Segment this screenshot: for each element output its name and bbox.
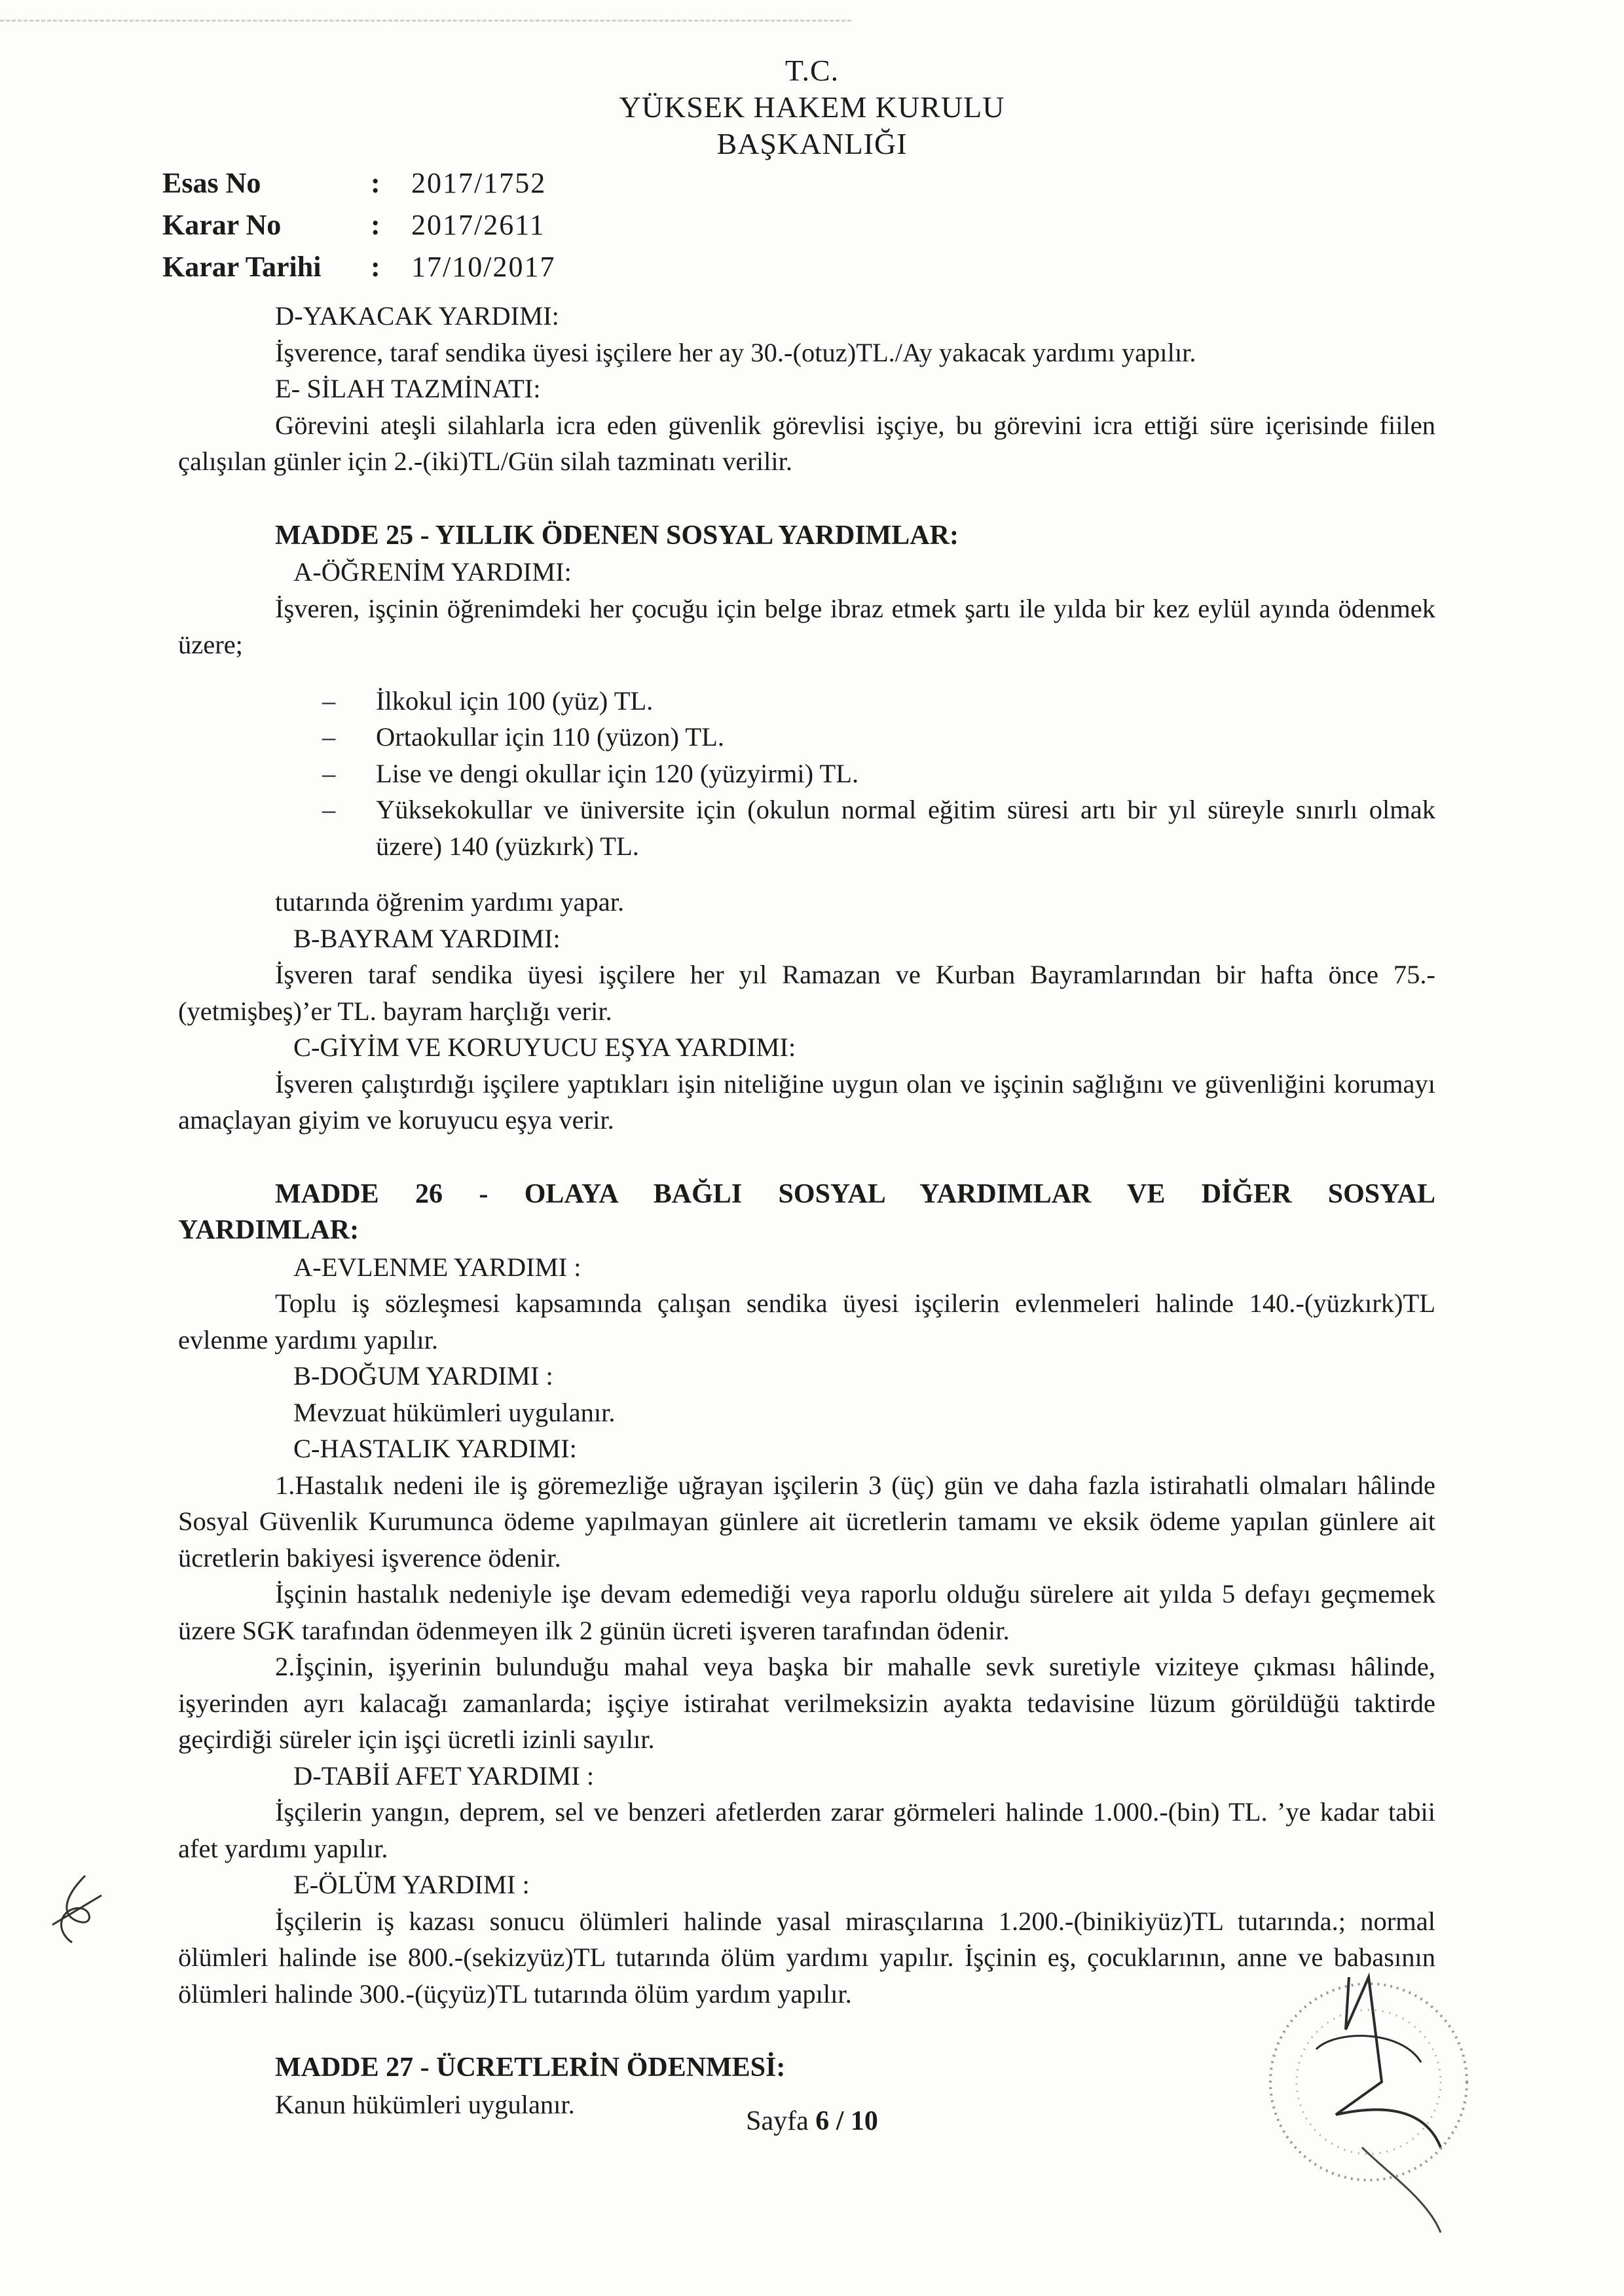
subsection-title: D-YAKACAK YARDIMI:: [275, 301, 559, 331]
meta-row-decision-no: [162, 204, 555, 246]
paragraph: Görevini ateşli silahlarla icra eden güvenlik görevlisi işçiye, bu görevini icra ettiği süre içerisinde fiilen çalışılan günler için 2.-(iki)TL/Gün silah tazminatı verilir.: [178, 410, 1435, 476]
paragraph: Mevzuat hükümleri uygulanır.: [293, 1397, 616, 1427]
meta-value: 17/10/2017: [411, 251, 556, 283]
subsection-title: A-ÖĞRENİM YARDIMI:: [293, 557, 572, 587]
subsection-title: C-GİYİM VE KORUYUCU EŞYA YARDIMI:: [293, 1032, 796, 1062]
list-item: – İlkokul için 100 (yüz) TL.: [322, 683, 1435, 720]
paragraph: tutarında öğrenim yardımı yapar.: [275, 887, 625, 917]
list-item: – Lise ve dengi okullar için 120 (yüzyirmi) TL.: [322, 756, 1435, 792]
spacer: [178, 663, 1435, 683]
spacer: [178, 480, 1435, 518]
case-meta: [162, 162, 555, 288]
subsection-title: B-DOĞUM YARDIMI :: [293, 1361, 553, 1391]
article-title: MADDE 27 - ÜCRETLERİN ÖDENMESİ:: [275, 2052, 786, 2083]
paragraph: İşçilerin iş kazası sonucu ölümleri halinde yasal mirasçılarına 1.200.-(binikiyüz)TL tutarında.; normal ölümleri halinde ise 800.-(sekizyüz)TL tutarında ölüm yardımı yapılır. İşçinin eş, çocuklarının, anne ve babasının ölümleri halinde 300.-(üçyüz)TL tutarında ölüm yardım yapılır.: [178, 1906, 1435, 2009]
paragraph: İşçinin hastalık nedeniyle işe devam edemediği veya raporlu olduğu sürelere ait yılda 5 defayı geçmemek üzere SGK tarafından ödenmeyen ilk 2 günün ücreti işveren tarafından ödenir.: [178, 1579, 1435, 1645]
page-label: Sayfa: [746, 2106, 816, 2136]
subsection-title: E- SİLAH TAZMİNATI:: [275, 374, 541, 403]
paragraph: İşveren çalıştırdığı işçilere yaptıkları işin niteliğine uygun olan ve işçinin sağlığını ve güvenliğini korumayı amaçlayan giyim ve koruyucu eşya verir.: [178, 1068, 1435, 1135]
meta-row-case-no: [162, 162, 555, 204]
spacer: [178, 1139, 1435, 1176]
subsection-title: D-TABİİ AFET YARDIMI :: [293, 1760, 595, 1791]
stamp-signature-icon: [1231, 1951, 1506, 2239]
scan-top-edge: [0, 20, 851, 24]
paragraph: İşçilerin yangın, deprem, sel ve benzeri afetlerden zarar görmeleri halinde 1.000.-(bin) TL. ’ye kadar tabii afet yardımı yapılır.: [178, 1797, 1435, 1863]
article-title: MADDE 25 - YILLIK ÖDENEN SOSYAL YARDIMLAR:: [275, 520, 959, 551]
paragraph: 2.İşçinin, işyerinin bulunduğu mahal veya başka bir mahalle sevk suretiyle viziteye çıkması hâlinde, işyerinden ayrı kalacağı zamanlarda; işçiye istirahat verilmeksizin ayakta tedavisine lüzum görüldüğü taktirde geçirdiği süreler için işçi ücretli izinli sayılır.: [178, 1652, 1435, 1754]
header-presidency: BAŞKANLIĞI: [716, 127, 908, 160]
meta-value: 2017/2611: [411, 209, 545, 241]
paragraph: Kanun hükümleri uygulanır.: [275, 2089, 575, 2119]
list-item: – Ortaokullar için 110 (yüzon) TL.: [322, 719, 1435, 756]
meta-label: Karar No: [162, 209, 282, 241]
header-tc: T.C.: [784, 54, 840, 87]
paragraph: İşverence, taraf sendika üyesi işçilere her ay 30.-(otuz)TL./Ay yakacak yardımı yapılır.: [275, 337, 1196, 367]
subsection-title: C-HASTALIK YARDIMI:: [293, 1434, 577, 1463]
list-item: – Yüksekokullar ve üniversite için (okulun normal eğitim süresi artı bir yıl süreyle sınırlı olmak üzere) 140 (yüzkırk) TL.: [322, 792, 1435, 864]
subsection-title: B-BAYRAM YARDIMI:: [293, 923, 561, 953]
spacer: [178, 864, 1435, 884]
subsection-title: E-ÖLÜM YARDIMI :: [293, 1870, 530, 1899]
subsection-title: A-EVLENME YARDIMI :: [293, 1252, 581, 1282]
article-title: MADDE 26 - OLAYA BAĞLI SOSYAL YARDIMLAR VE DİĞER SOSYAL YARDIMLAR:: [178, 1178, 1435, 1245]
meta-row-decision-date: [162, 246, 555, 288]
meta-separator: :: [371, 209, 380, 241]
meta-label: Karar Tarihi: [162, 251, 322, 283]
education-aid-list: [178, 683, 1435, 865]
meta-separator: :: [371, 251, 380, 283]
meta-separator: :: [371, 167, 380, 199]
paragraph: İşveren taraf sendika üyesi işçilere her yıl Ramazan ve Kurban Bayramlarından bir hafta önce 75.-(yetmişbeş)’er TL. bayram harçlığı verir.: [178, 960, 1435, 1026]
page-number: 6 / 10: [815, 2106, 878, 2136]
paragraph: 1.Hastalık nedeni ile iş göremezliğe uğrayan işçilerin 3 (üç) gün ve daha fazla istirahatli olmaları hâlinde Sosyal Güvenlik Kurumunca ödeme yapılmayan günlere ait ücretlerin tamamı ve eksik ödeme yapılan günlere ait ücretlerin bakiyesi işverence ödenir.: [178, 1470, 1435, 1573]
paragraph: İşveren, işçinin öğrenimdeki her çocuğu için belge ibraz etmek şartı ile yılda bir kez eylül ayında ödenmek üzere;: [178, 593, 1435, 659]
initial-signature-icon: [39, 1869, 111, 1948]
paragraph: Toplu iş sözleşmesi kapsamında çalışan sendika üyesi işçilerin evlenmeleri halinde 140.-(yüzkırk)TL evlenme yardımı yapılır.: [178, 1288, 1435, 1355]
meta-label: Esas No: [162, 167, 261, 199]
document-body: [178, 298, 1435, 2123]
meta-value: 2017/1752: [411, 167, 547, 199]
header-institution: YÜKSEK HAKEM KURULU: [619, 90, 1005, 124]
